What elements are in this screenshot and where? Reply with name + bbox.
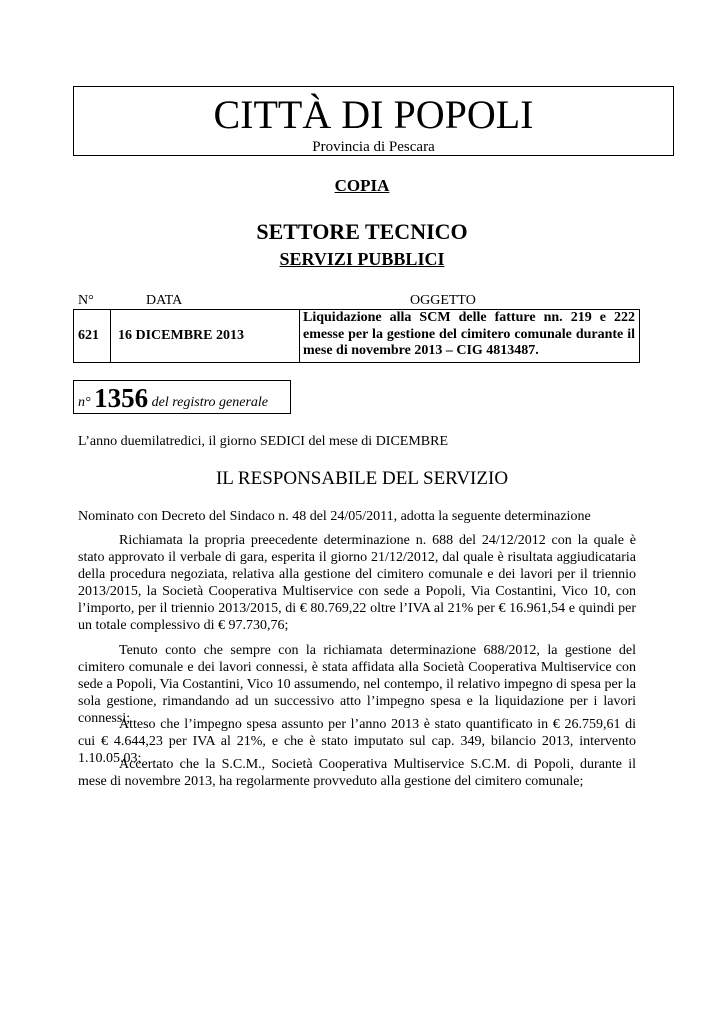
role-title: IL RESPONSABILE DEL SERVIZIO xyxy=(215,468,509,489)
determination-number: 621 xyxy=(78,328,99,343)
column-header-subject: OGGETTO xyxy=(410,293,476,308)
column-header-number: N° xyxy=(78,293,94,308)
paragraph: Richiamata la propria preecedente determinazione n. 688 del 24/12/2012 con la quale è stato approvato il verbale di gara, esperita il giorno 21/12/2012, dal quale è risultata aggiudicataria della procedura negoziata, relativa alla gestione del cimitero comunale e dei lavori per il triennio 2013/2015, la Società Cooperativa Multiservice con sede a Popoli, Via Costantini, Vico 10, con l’importo, per il triennio 2013/2015, di € 80.769,22 oltre l’IVA al 21% per € 16.961,54 e quindi per un totale complessivo di € 97.730,76; xyxy=(78,533,636,633)
copy-label: COPIA xyxy=(334,176,390,195)
paragraph: Accertato che la S.C.M., Società Cooperativa Multiservice S.C.M. di Popoli, durante il mese di novembre 2013, ha regolarmente provveduto alla gestione del cimitero comunale; xyxy=(78,757,636,789)
column-header-date: DATA xyxy=(146,293,183,308)
intro-line: L’anno duemilatredici, il giorno SEDICI del mese di DICEMBRE xyxy=(78,434,449,449)
general-register-line xyxy=(78,383,268,418)
paragraph: Tenuto conto che sempre con la richiamata determinazione 688/2012, la gestione del cimitero comunale e dei lavori connessi, è stata affidata alla Società Cooperativa Multiservice con sede a Popoli, Via Costantini, Vico 10 assumendo, nel contempo, il relativo impegno di spesa per la sola gestione, rimandando ad un successivo atto l’impegno spesa e la liquidazione per i lavori connessi; xyxy=(78,643,636,726)
paragraph: Atteso che l’impegno spesa assunto per l’anno 2013 è stato quantificato in € 26.759,61 di cui € 4.644,23 per IVA al 21%, e che è stato imputato sul cap. 349, bilancio 2013, intervento 1.10.05.03; xyxy=(78,717,636,766)
determination-date: 16 DICEMBRE 2013 xyxy=(118,328,245,343)
service-title: SERVIZI PUBBLICI xyxy=(279,249,445,269)
table-divider xyxy=(299,310,300,362)
city-title: CITTÀ DI POPOLI xyxy=(213,92,534,137)
register-number: 1356 xyxy=(94,383,149,413)
appointment-line: Nominato con Decreto del Sindaco n. 48 del 24/05/2011, adotta la seguente determinazione xyxy=(78,509,591,524)
register-suffix: del registro generale xyxy=(151,395,268,410)
register-prefix: n° xyxy=(78,395,91,410)
table-divider xyxy=(110,310,111,362)
province-subtitle: Provincia di Pescara xyxy=(312,139,435,155)
determination-subject: Liquidazione alla SCM delle fatture nn. 219 e 222 emesse per la gestione del cimitero comunale durante il mese di novembre 2013 – CIG 4813487. xyxy=(303,310,635,358)
sector-title: SETTORE TECNICO xyxy=(256,219,468,244)
